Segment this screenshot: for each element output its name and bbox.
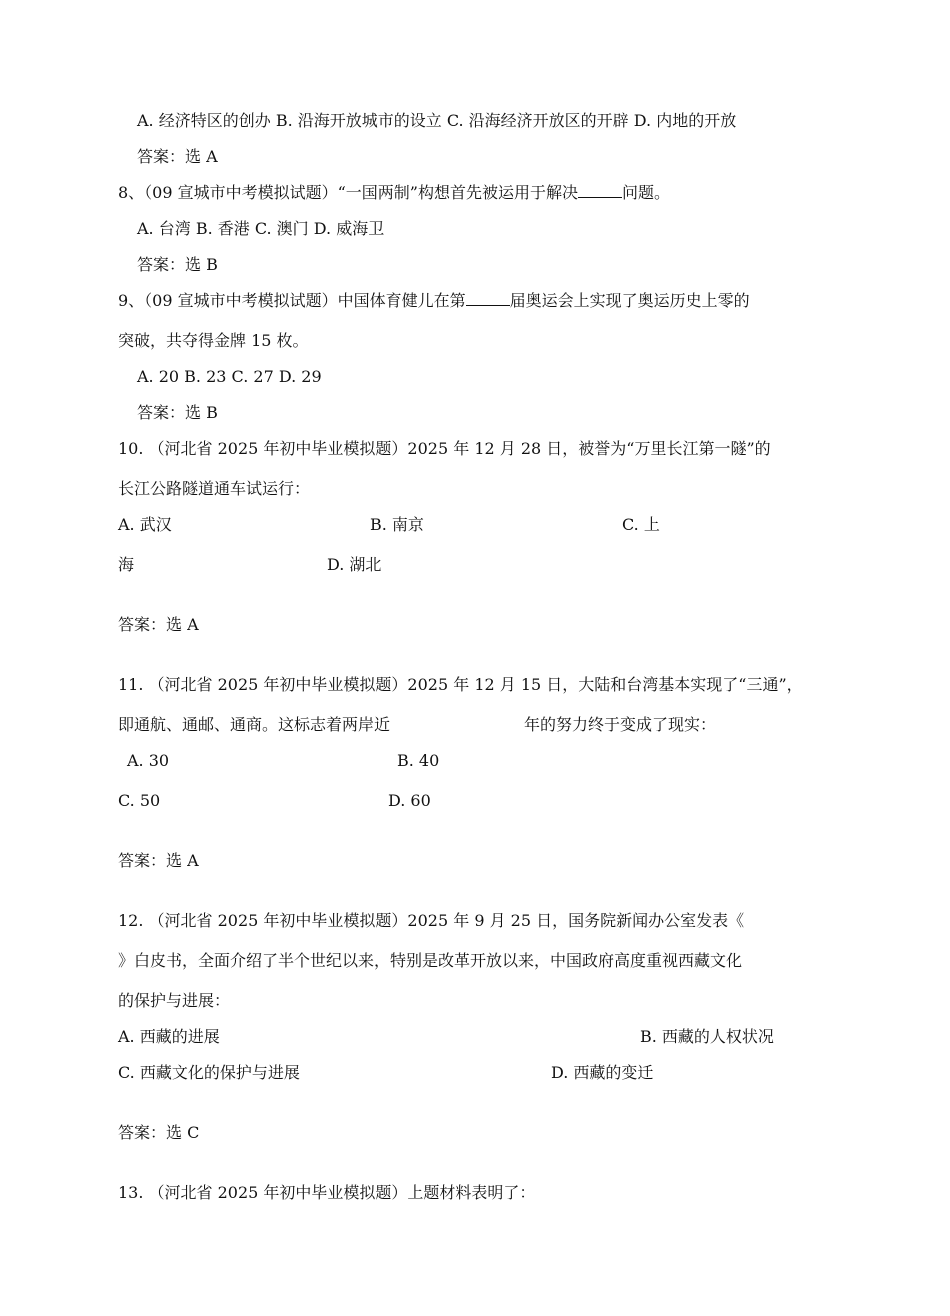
- q9-question-line2: 突破，共夺得金牌 15 枚。: [118, 331, 309, 350]
- q9-question: [118, 291, 750, 311]
- q11-option-c: C. 50: [118, 791, 161, 810]
- q10-option-c: C. 上: [622, 515, 660, 534]
- q10-question: 10. （河北省 2025 年初中毕业模拟题）2025 年 12 月 28 日，被誉为“万里长江第一隧”的: [118, 439, 771, 458]
- q11-question-line2-b: 年的努力终于变成了现实：: [524, 715, 717, 734]
- q9-text: 9、（09 宣城市中考模拟试题）中国体育健儿在第: [118, 291, 466, 310]
- q11-option-a: A. 30: [127, 751, 170, 770]
- q8-options: A. 台湾 B. 香港 C. 澳门 D. 威海卫: [137, 219, 385, 238]
- q12-question-line3: 的保护与进展：: [118, 991, 231, 1010]
- q12-option-c: C. 西藏文化的保护与进展: [118, 1063, 300, 1082]
- q8-text-end: 问题。: [622, 183, 671, 202]
- q8-text: 8、（09 宣城市中考模拟试题）“一国两制”构想首先被运用于解决: [118, 183, 578, 202]
- q11-question: 11. （河北省 2025 年初中毕业模拟题）2025 年 12 月 15 日，大陆和台湾基本实现了“三通”，: [118, 675, 803, 694]
- q11-option-d: D. 60: [388, 791, 431, 810]
- q7-options: A. 经济特区的创办 B. 沿海开放城市的设立 C. 沿海经济开放区的开辟 D. 内地的开放: [137, 111, 737, 130]
- q13-question: 13. （河北省 2025 年初中毕业模拟题）上题材料表明了：: [118, 1183, 536, 1202]
- q7-answer: 答案：选 A: [137, 147, 218, 166]
- q11-option-b: B. 40: [397, 751, 440, 770]
- q10-option-d: D. 湖北: [327, 555, 382, 574]
- q8-blank: [578, 183, 622, 198]
- q12-option-a: A. 西藏的进展: [118, 1027, 220, 1046]
- q12-question-line2: 》白皮书，全面介绍了半个世纪以来，特别是改革开放以来，中国政府高度重视西藏文化: [118, 951, 743, 970]
- q11-answer: 答案：选 A: [118, 851, 199, 870]
- q10-option-b: B. 南京: [370, 515, 424, 534]
- q12-option-d: D. 西藏的变迁: [551, 1063, 654, 1082]
- q10-option-a: A. 武汉: [118, 515, 172, 534]
- q9-options: A. 20 B. 23 C. 27 D. 29: [137, 367, 322, 386]
- q8-question: [118, 183, 670, 203]
- q12-question: 12. （河北省 2025 年初中毕业模拟题）2025 年 9 月 25 日，国务院新闻办公室发表《: [118, 911, 745, 930]
- q8-answer: 答案：选 B: [137, 255, 218, 274]
- q10-answer: 答案：选 A: [118, 615, 199, 634]
- q9-text-end: 届奥运会上实现了奥运历史上零的: [509, 291, 750, 310]
- q12-option-b: B. 西藏的人权状况: [640, 1027, 774, 1046]
- q10-question-line2: 长江公路隧道通车试运行：: [118, 479, 311, 498]
- q10-option-c-cont: 海: [118, 555, 135, 574]
- q11-question-line2-a: 即通航、通邮、通商。这标志着两岸近: [118, 715, 391, 734]
- q9-answer: 答案：选 B: [137, 403, 218, 422]
- q9-blank: [466, 291, 510, 306]
- q12-answer: 答案：选 C: [118, 1123, 200, 1142]
